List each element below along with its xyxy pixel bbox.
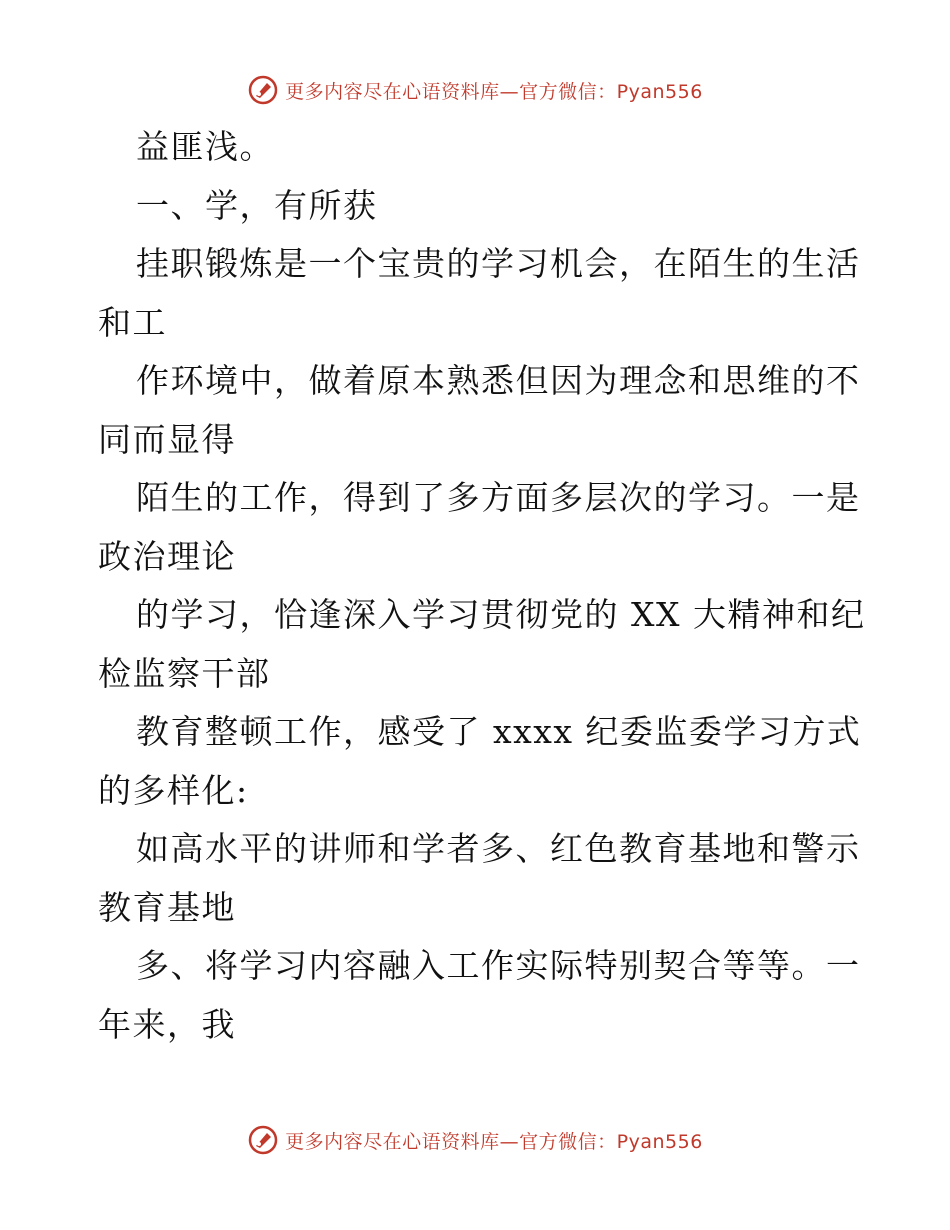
text-line: 陌生的工作，得到了多方面多层次的学习。一是	[136, 478, 861, 517]
text-line: 多、将学习内容融入工作实际特别契合等等。一	[136, 946, 861, 985]
text-line: 教育基地	[98, 887, 236, 927]
text-line: 的学习，恰逢深入学习贯彻党的 XX 大精神和纪	[136, 595, 866, 634]
text-line: 益匪浅。	[136, 127, 274, 166]
text-line: 年来，我	[98, 1004, 236, 1044]
text-line: 政治理论	[98, 536, 236, 576]
header-banner	[0, 70, 950, 110]
footer-banner-text: 更多内容尽在心语资料库—官方微信：Pyan556	[285, 1130, 703, 1153]
text-line: 如高水平的讲师和学者多、红色教育基地和警示	[136, 829, 861, 868]
text-line: 挂职锻炼是一个宝贵的学习机会，在陌生的生活	[136, 244, 861, 283]
pen-nib-logo-icon	[247, 1124, 279, 1156]
text-line: 教育整顿工作，感受了 xxxx 纪委监委学习方式	[136, 712, 862, 751]
text-line: 和工	[98, 302, 167, 342]
header-banner-text: 更多内容尽在心语资料库—官方微信：Pyan556	[285, 80, 703, 103]
text-line: 同而显得	[98, 419, 236, 459]
document-body	[98, 118, 866, 1054]
footer-banner	[0, 1120, 950, 1160]
text-line: 检监察干部	[98, 653, 271, 693]
section-heading: 一、学，有所获	[136, 185, 378, 225]
text-line: 的多样化:	[98, 770, 249, 810]
pen-nib-logo-icon	[247, 74, 279, 106]
text-line: 作环境中，做着原本熟悉但因为理念和思维的不	[136, 361, 861, 400]
